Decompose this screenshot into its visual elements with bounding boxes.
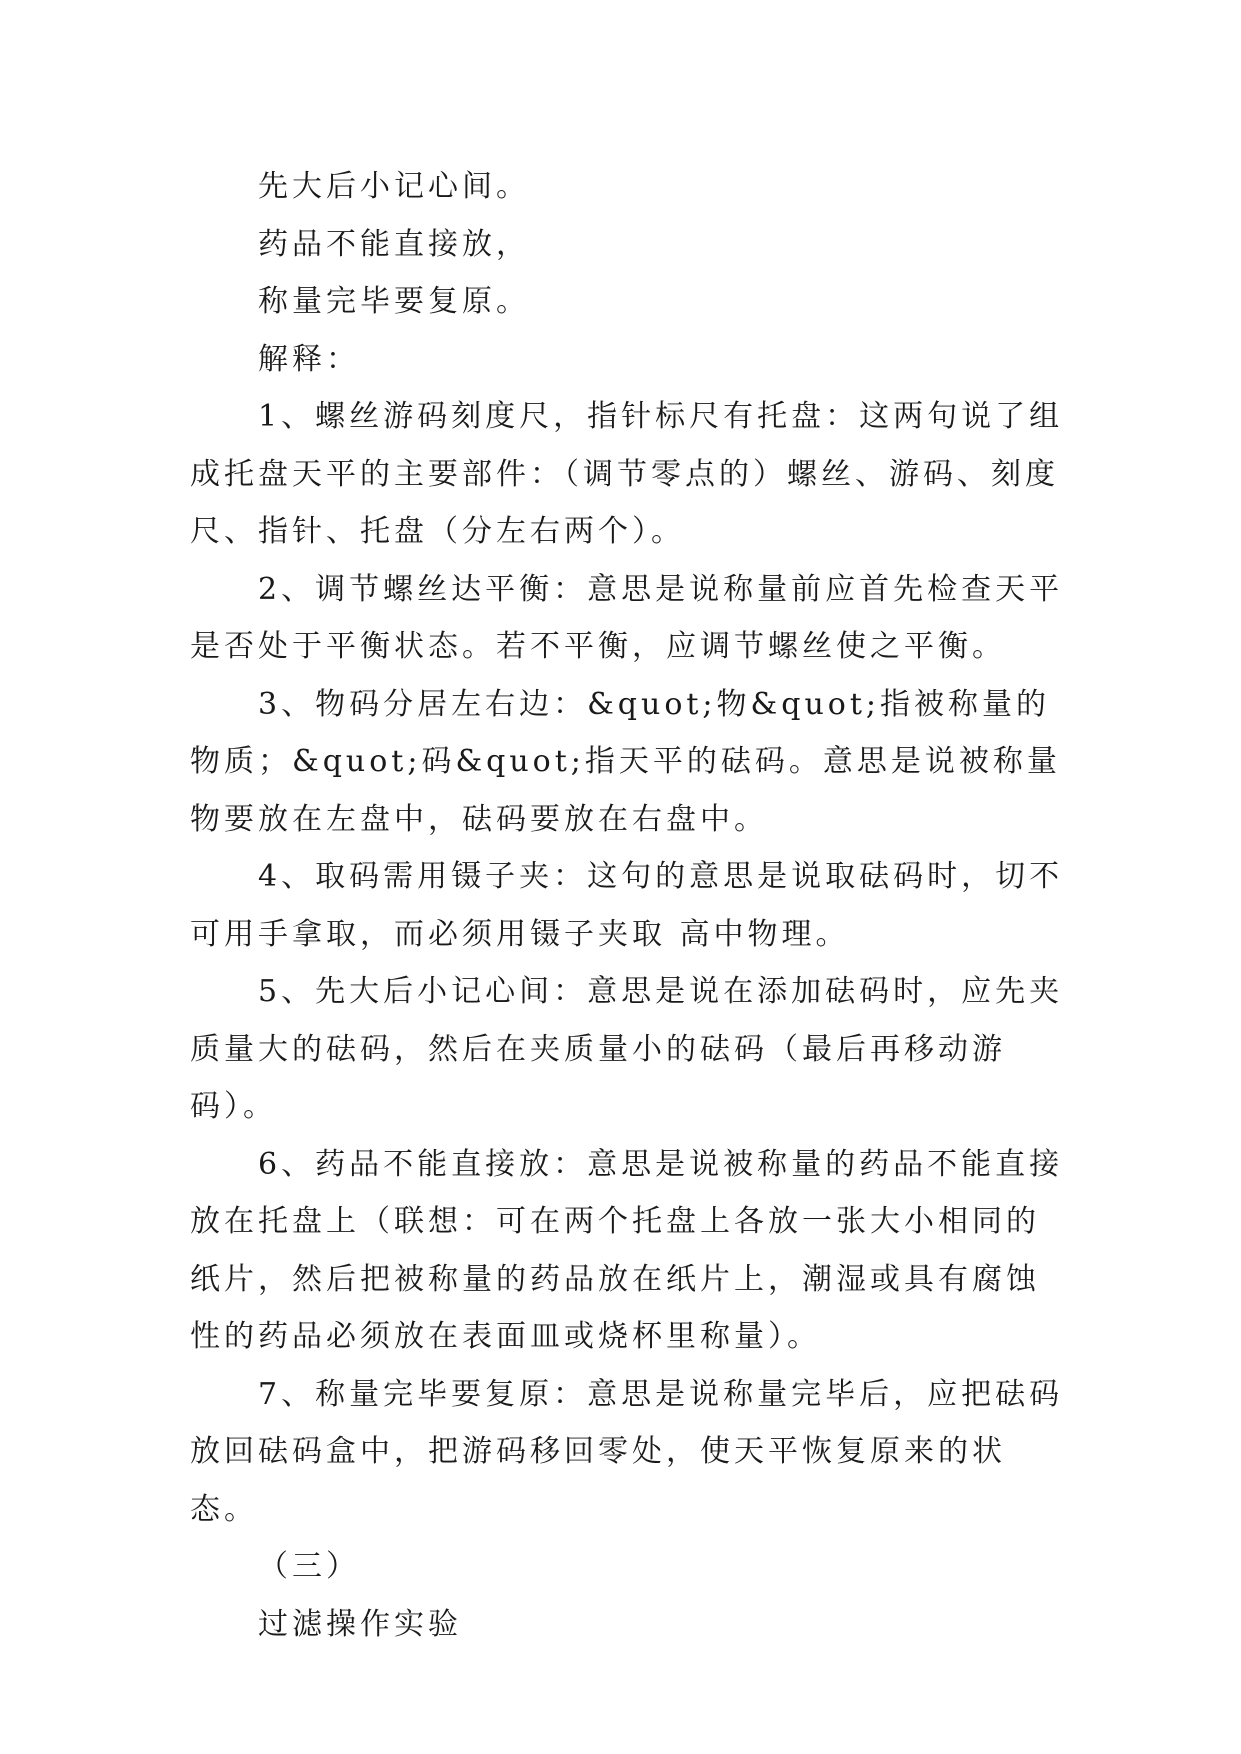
- document-body: [190, 158, 1070, 1653]
- paragraph-explanation-heading: 解释：: [258, 341, 360, 377]
- section-title: 过滤操作实验: [258, 1606, 462, 1642]
- paragraph-verse-3: 称量完毕要复原。: [258, 284, 530, 319]
- paragraph-item-2: 2、调节螺丝达平衡：意思是说称量前应首先检查天平是否处于平衡状态。若不平衡，应调节螺丝使之平衡。: [190, 571, 1064, 664]
- section-number: （三）: [258, 1549, 360, 1584]
- paragraph-item-3: 3、物码分居左右边：&quot;物&quot;指被称量的物质；&quot;码&quot;指天平的砝码。意思是说被称量物要放在左盘中，砝码要放在右盘中。: [190, 686, 1061, 837]
- paragraph-item-7: 7、称量完毕要复原：意思是说称量完毕后，应把砝码放回砝码盒中，把游码移回零处，使天平恢复原来的状态。: [190, 1376, 1064, 1527]
- paragraph-verse-2: 药品不能直接放，: [258, 226, 530, 262]
- paragraph-verse-1: 先大后小记心间。: [258, 169, 530, 204]
- paragraph-item-4: 4、取码需用镊子夹：这句的意思是说取砝码时，切不可用手拿取，而必须用镊子夹取 高中物理。: [190, 859, 1064, 952]
- paragraph-item-5: 5、先大后小记心间：意思是说在添加砝码时，应先夹质量大的砝码，然后在夹质量小的砝码（最后再移动游码）。: [190, 974, 1064, 1124]
- paragraph-item-1: 1、螺丝游码刻度尺，指针标尺有托盘：这两句说了组成托盘天平的主要部件：（调节零点的）螺丝、游码、刻度尺、指针、托盘（分左右两个）。: [190, 399, 1064, 549]
- paragraph-item-6: 6、药品不能直接放：意思是说被称量的药品不能直接放在托盘上（联想：可在两个托盘上各放一张大小相同的纸片，然后把被称量的药品放在纸片上，潮湿或具有腐蚀性的药品必须放在表面皿或烧杯里称量）。: [190, 1146, 1064, 1354]
